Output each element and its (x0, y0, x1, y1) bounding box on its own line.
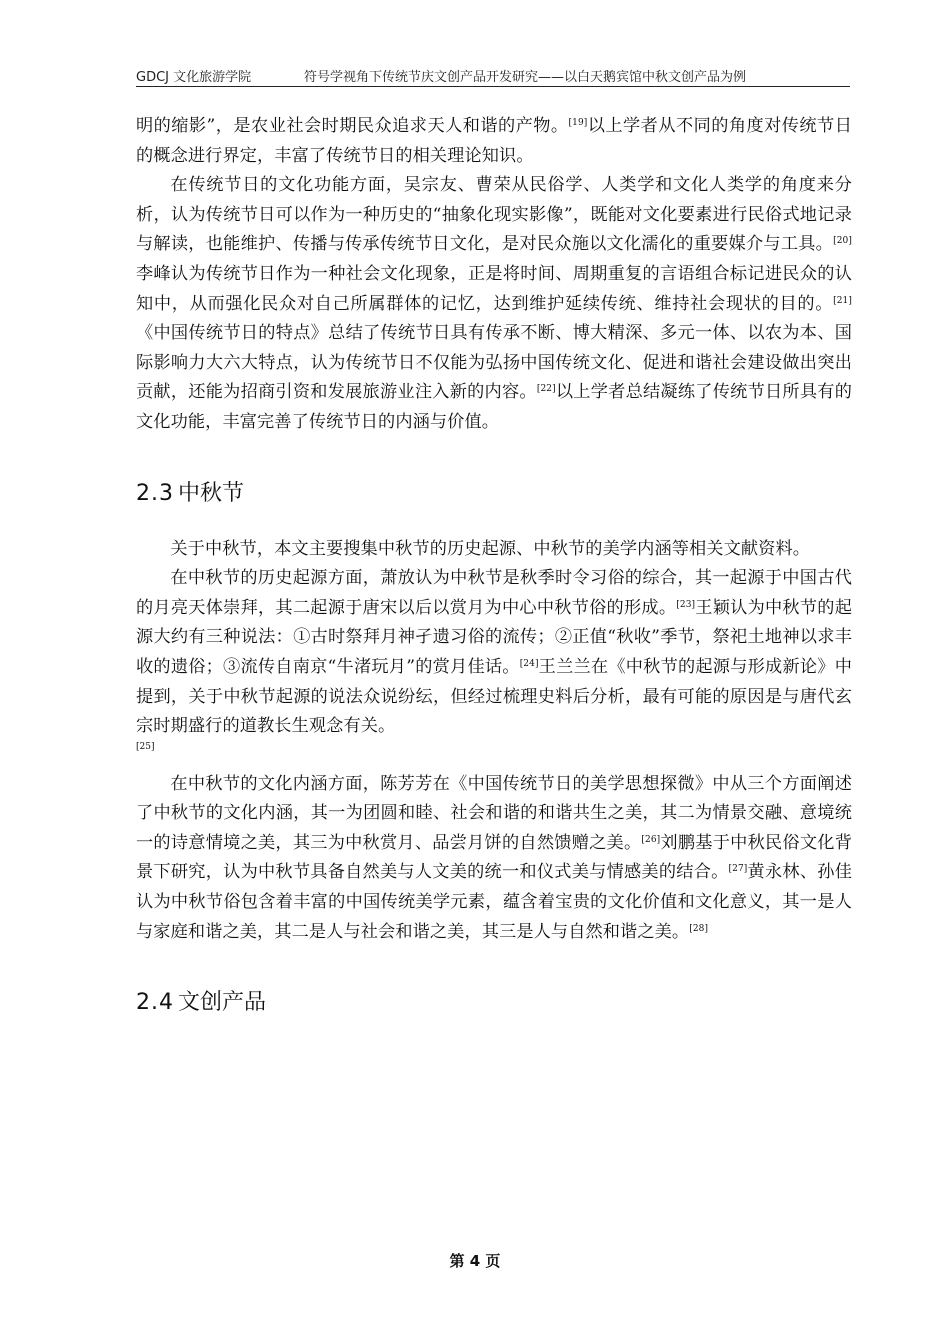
paragraph-2: 在传统节日的文化功能方面，吴宗友、曹荣从民俗学、人类学和文化人类学的角度来分析，认为传统节日可以作为一种历史的“抽象化现实影像”，既能对文化要素进行民俗式地记录与解读，也能维护、传播与传承传统节日文化，是对民众施以文化濡化的重要媒介与工具。[20]李峰认为传统节日作为一种社会文化现象，正是将时间、周期重复的言语组合标记进民众的认知中，从而强化民众对自己所属群体的记忆，达到维护延续传统、维持社会现状的目的。[21]《中国传统节日的特点》总结了传统节日具有传承不断、博大精深、多元一体、以农为本、国际影响力大六大特点，认为传统节日不仅能为弘扬中国传统文化、促进和谐社会建设做出突出贡献，还能为招商引资和发展旅游业注入新的内容。[22]以上学者总结凝练了传统节日所具有的文化功能，丰富完善了传统节日的内涵与价值。 (136, 175, 852, 432)
citation: [22] (536, 384, 556, 395)
citation: [19] (568, 118, 588, 128)
citation: [27] (728, 864, 748, 875)
citation: [23] (676, 599, 696, 610)
page-header (136, 66, 850, 87)
citation: [26] (641, 834, 661, 845)
citation: [28] (689, 923, 709, 934)
page-number: 第 4 页 (449, 1252, 501, 1270)
paragraph-3: 关于中秋节，本文主要搜集中秋节的历史起源、中秋节的美学内涵等相关文献资料。 (170, 538, 811, 559)
paragraph-5: 在中秋节的文化内涵方面，陈芳芳在《中国传统节日的美学思想探微》中从三个方面阐述了中秋节的文化内涵，其一为团圆和睦、社会和谐的和谐共生之美，其二为情景交融、意境统一的诗意情境之美，其三为中秋赏月、品尝月饼的自然馈赠之美。[26]刘鹏基于中秋民俗文化背景下研究，认为中秋节具备自然美与人文美的统一和仪式美与情感美的结合。[27]黄永林、孙佳认为中秋节俗包含着丰富的中国传统美学元素，蕴含着宝贵的文化价值和文化意义，其一是人与家庭和谐之美，其二是人与社会和谐之美，其三是人与自然和谐之美。[28] (136, 773, 853, 942)
section-title: 文创产品 (178, 990, 267, 1016)
paragraph-4: 在中秋节的历史起源方面，萧放认为中秋节是秋季时令习俗的综合，其一起源于中国古代的月亮天体崇拜，其二起源于唐宋以后以赏月为中心中秋节俗的形成。[23]王颖认为中秋节的起源大约有三种说法：①古时祭拜月神孑遗习俗的流传；②正值“秋收”季节，祭祀土地神以求丰收的遗俗；③流传自南京“牛渚玩月”的赏月佳话。[24]王兰兰在《中秋节的起源与形成新论》中提到，关于中秋节起源的说法众说纷纭，但经过梳理史料后分析，最有可能的原因是与唐代玄宗时期盛行的道教长生观念有关。 (136, 568, 852, 737)
section-heading-2-3 (136, 476, 852, 507)
section-heading-2-4 (136, 985, 852, 1016)
page-body (136, 112, 852, 1016)
section-title: 中秋节 (178, 480, 245, 506)
header-thesis-title: 符号学视角下传统节庆文创产品开发研究——以白天鹅宾馆中秋文创产品为例 (304, 70, 747, 85)
header-institution: GDCJ 文化旅游学院 (136, 70, 252, 85)
citation: [24] (519, 658, 539, 669)
paragraph-1: 明的缩影”，是农业社会时期民众追求天人和谐的产物。[19]以上学者从不同的角度对传统节日的概念进行界定，丰富了传统节日的相关理论知识。 (136, 116, 852, 166)
section-number: 2.4 (136, 990, 174, 1016)
citation: [21] (833, 295, 852, 306)
section-number: 2.3 (136, 480, 174, 506)
citation: [20] (833, 236, 852, 247)
citation: [25] (136, 741, 155, 752)
